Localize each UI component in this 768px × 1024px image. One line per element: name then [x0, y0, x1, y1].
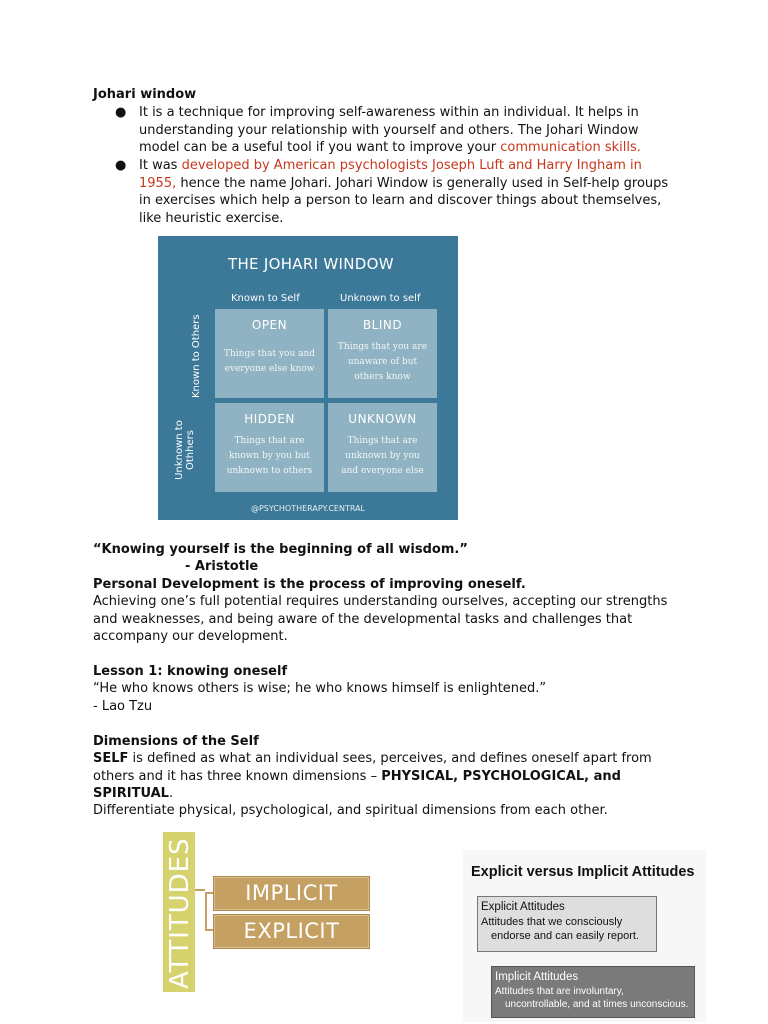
- explicit-vs-implicit-figure: [463, 850, 706, 1022]
- connector-line: [195, 889, 205, 891]
- quadrant-description: Things that are unknown by you and everyone else: [341, 436, 424, 476]
- quadrant-description: Things that you and everyone else know: [223, 349, 316, 374]
- quadrant-title: BLIND: [362, 318, 403, 332]
- communication-skills-link[interactable]: communication skills.: [500, 140, 641, 155]
- lao-tzu-quote: “He who knows others is wise; he who knows himself is enlightened.”: [93, 681, 547, 696]
- row-header-known: Known to Others: [191, 314, 202, 398]
- johari-window-figure: [158, 236, 458, 520]
- connector-line: [205, 929, 214, 931]
- explicit-attitudes-box: [477, 896, 657, 952]
- row-header-unknown: Unknown to Othhers: [174, 420, 196, 480]
- aristotle-quote: “Knowing yourself is the beginning of all wisdom.”: [93, 542, 468, 557]
- dimensions-heading: Dimensions of the Self: [93, 734, 259, 749]
- bullet-dot: ●: [115, 158, 127, 173]
- johari-figure-title: THE JOHARI WINDOW: [228, 255, 394, 273]
- quadrant-blind: [328, 309, 437, 398]
- personal-development-heading: Personal Development is the process of improving oneself.: [93, 577, 526, 592]
- bullet-text: It was developed by American psychologists Joseph Luft and Harry Ingham in 1955, hence the name Johari. Johari Window is generally used in Self-help groups in exercises which help a person to learn and discover things about themselves, like heuristic exercise.: [139, 158, 669, 226]
- personal-development-body: Achieving one’s full potential requires understanding ourselves, accepting our strengths and weaknesses, and being aware of the developmental tasks and challenges that accompany our development.: [93, 594, 668, 644]
- implicit-box: IMPLICIT: [214, 877, 369, 910]
- quadrant-title: OPEN: [251, 318, 288, 332]
- section-heading-johari: Johari window: [93, 87, 197, 102]
- developers-link[interactable]: developed by American psychologists Joseph Luft and Harry Ingham in 1955,: [139, 158, 642, 191]
- implicit-attitudes-box: [491, 966, 695, 1018]
- figure-credit: @PSYCHOTHERAPY.CENTRAL: [250, 504, 366, 513]
- evi-title: Explicit versus Implicit Attitudes: [471, 864, 695, 880]
- bullet-dot: ●: [115, 105, 127, 120]
- bullet-item: [115, 104, 675, 156]
- column-header-known: Known to Self: [231, 293, 300, 304]
- implicit-heading: Implicit Attitudes: [495, 971, 579, 983]
- implicit-description: Attitudes that are involuntary, uncontrollable, and at times unconscious.: [495, 986, 689, 1010]
- explicit-heading: Explicit Attitudes: [481, 901, 565, 913]
- quadrant-description: Things that are known by you but unknown to others: [226, 436, 313, 476]
- column-header-unknown: Unknown to self: [340, 293, 421, 304]
- bullet-item: [115, 157, 675, 227]
- bullet-text: It is a technique for improving self-awareness within an individual. It helps in understanding your relationship with yourself and others. The Johari Window model can be a useful tool if you want to improve your communication skills.: [139, 105, 641, 155]
- quadrant-title: UNKNOWN: [348, 412, 417, 426]
- attitudes-label: ATTITUDES: [165, 837, 195, 989]
- connector-line: [205, 892, 214, 894]
- quadrant-open: [215, 309, 324, 398]
- quadrant-unknown: [328, 403, 437, 492]
- aristotle-attribution: - Aristotle: [185, 559, 259, 574]
- quadrant-description: Things that you are unaware of but others know: [337, 342, 428, 382]
- explicit-description: Attitudes that we consciously endorse and can easily report.: [481, 916, 639, 942]
- attitudes-figure: [163, 832, 373, 992]
- quadrant-title: HIDDEN: [244, 412, 295, 426]
- lao-tzu-attribution: - Lao Tzu: [93, 699, 153, 714]
- dimensions-instruction: Differentiate physical, psychological, and spiritual dimensions from each other.: [93, 803, 608, 818]
- connector-line: [205, 892, 207, 930]
- lesson1-heading: Lesson 1: knowing oneself: [93, 664, 288, 679]
- quadrant-hidden: [215, 403, 324, 492]
- explicit-box: EXPLICIT: [214, 915, 369, 948]
- dimensions-body: SELF is defined as what an individual sees, perceives, and defines oneself apart from others and it has three known dimensions – PHYSICAL, PSYCHOLOGICAL, and SPIRITUAL.: [93, 751, 652, 801]
